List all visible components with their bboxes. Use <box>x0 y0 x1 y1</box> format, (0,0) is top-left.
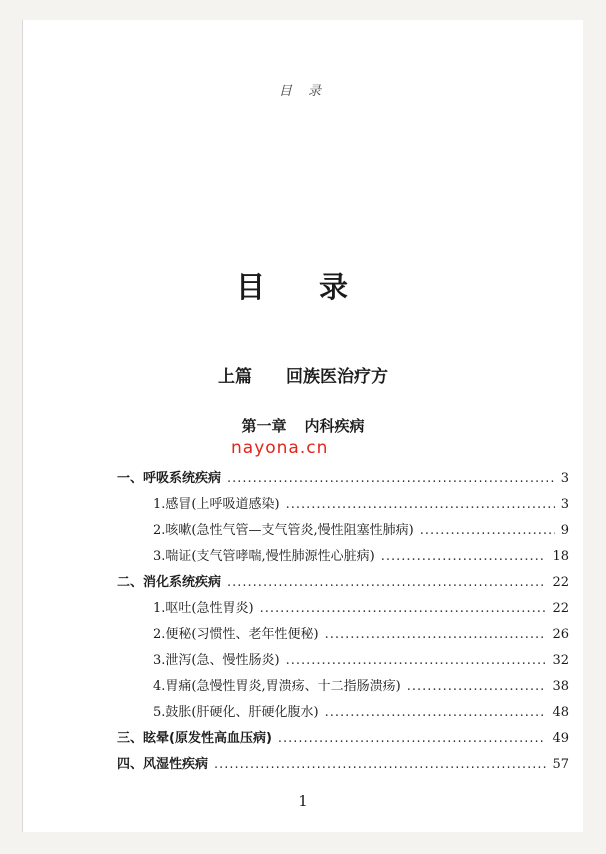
dot-leader <box>407 679 547 694</box>
dot-leader <box>286 497 555 512</box>
toc-subentry <box>117 545 569 571</box>
running-head: 目 录 <box>278 84 328 99</box>
book-page <box>22 20 583 832</box>
dot-leader <box>381 549 547 564</box>
toc-page-number: 32 <box>552 653 569 668</box>
dot-leader <box>420 523 555 538</box>
toc-page-number: 22 <box>552 601 569 616</box>
toc-subentry <box>117 493 569 519</box>
toc-subentry <box>117 649 569 675</box>
toc-section-entry <box>117 467 569 493</box>
dot-leader <box>214 757 546 772</box>
part-heading <box>23 362 583 387</box>
toc-page-number: 26 <box>552 627 569 642</box>
toc-page-number: 49 <box>552 731 569 746</box>
toc-section-entry <box>117 727 569 753</box>
toc-entry-title: 三、眩晕(原发性高血压病) <box>117 731 272 746</box>
toc-subentry <box>117 597 569 623</box>
toc-entry-title: 1.感冒(上呼吸道感染) <box>153 497 280 512</box>
dot-leader <box>227 575 546 590</box>
toc-page-number: 3 <box>560 497 569 512</box>
dot-leader <box>325 705 547 720</box>
toc-entry-title: 4.胃痛(急慢性胃炎,胃溃疡、十二指肠溃疡) <box>153 679 401 694</box>
watermark: nayona.cn <box>231 438 329 458</box>
part-label: 上篇 <box>218 367 252 387</box>
chapter-name: 内科疾病 <box>304 417 365 435</box>
toc-entry-title: 5.鼓胀(肝硬化、肝硬化腹水) <box>153 705 319 720</box>
toc-page-number: 57 <box>552 757 569 772</box>
toc-entry-title: 一、呼吸系统疾病 <box>117 471 222 486</box>
toc-list <box>117 467 569 779</box>
toc-page-number: 9 <box>560 523 569 538</box>
show-through-line <box>107 168 487 184</box>
dot-leader <box>325 627 547 642</box>
toc-page-number: 22 <box>552 575 569 590</box>
page-number: 1 <box>298 792 308 810</box>
dot-leader <box>286 653 547 668</box>
dot-leader <box>278 731 547 746</box>
dot-leader <box>227 471 555 486</box>
toc-subentry <box>117 623 569 649</box>
toc-entry-title: 二、消化系统疾病 <box>117 575 222 590</box>
toc-entry-title: 1.呕吐(急性胃炎) <box>153 601 254 616</box>
toc-subentry <box>117 519 569 545</box>
toc-subentry <box>117 701 569 727</box>
toc-entry-title: 2.咳嗽(急性气管—支气管炎,慢性阻塞性肺病) <box>153 523 414 538</box>
toc-entry-title: 3.泄泻(急、慢性肠炎) <box>153 653 280 668</box>
toc-subentry <box>117 675 569 701</box>
toc-entry-title: 3.喘证(支气管哮喘,慢性肺源性心脏病) <box>153 549 375 564</box>
toc-section-entry <box>117 753 569 779</box>
toc-page-number: 38 <box>552 679 569 694</box>
toc-page-number: 18 <box>552 549 569 564</box>
toc-section-entry <box>117 571 569 597</box>
dot-leader <box>260 601 547 616</box>
chapter-label: 第一章 <box>241 417 287 435</box>
toc-page-number: 48 <box>552 705 569 720</box>
part-name: 回族医治疗方 <box>286 367 388 387</box>
toc-page-number: 3 <box>560 471 569 486</box>
page-title: 目 录 <box>235 270 371 304</box>
toc-entry-title: 四、风湿性疾病 <box>117 757 209 772</box>
chapter-heading <box>23 415 583 436</box>
toc-entry-title: 2.便秘(习惯性、老年性便秘) <box>153 627 319 642</box>
